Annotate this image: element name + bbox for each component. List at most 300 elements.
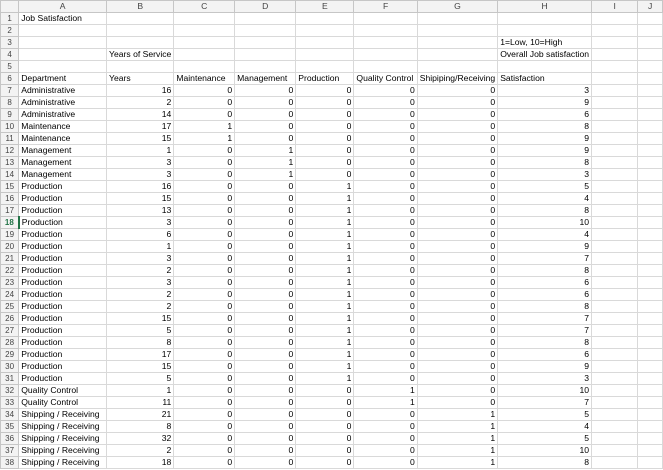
cell[interactable]: 0 — [354, 433, 417, 445]
cell[interactable]: Production — [19, 277, 107, 289]
cell[interactable]: 0 — [296, 157, 354, 169]
row-header[interactable]: 20 — [1, 241, 19, 253]
cell[interactable]: Shipping / Receiving — [19, 421, 107, 433]
cell[interactable] — [592, 85, 638, 97]
column-header-h[interactable]: H — [498, 1, 592, 13]
row-header[interactable]: 9 — [1, 109, 19, 121]
row-header[interactable]: 21 — [1, 253, 19, 265]
cell[interactable]: 1 — [296, 349, 354, 361]
cell[interactable]: Production — [19, 181, 107, 193]
cell[interactable] — [638, 61, 663, 73]
cell[interactable] — [107, 61, 174, 73]
cell[interactable]: 0 — [417, 133, 497, 145]
cell[interactable]: 0 — [174, 265, 235, 277]
cell[interactable] — [296, 13, 354, 25]
row-header[interactable]: 16 — [1, 193, 19, 205]
cell[interactable]: 0 — [417, 205, 497, 217]
cell[interactable] — [638, 289, 663, 301]
row-header[interactable]: 25 — [1, 301, 19, 313]
cell[interactable]: 0 — [235, 349, 296, 361]
cell[interactable]: 0 — [354, 289, 417, 301]
cell[interactable]: Production — [19, 289, 107, 301]
cell[interactable]: 1 — [174, 121, 235, 133]
cell[interactable]: 0 — [235, 133, 296, 145]
cell[interactable]: 0 — [235, 289, 296, 301]
cell[interactable]: Years of Service — [107, 49, 174, 61]
row-header[interactable]: 35 — [1, 421, 19, 433]
cell[interactable]: Shipping / Receiving — [19, 445, 107, 457]
cell[interactable]: 15 — [107, 313, 174, 325]
cell[interactable]: Shipping / Receiving — [19, 409, 107, 421]
cell[interactable] — [638, 49, 663, 61]
cell[interactable]: 0 — [235, 385, 296, 397]
cell[interactable] — [296, 49, 354, 61]
cell[interactable] — [592, 337, 638, 349]
cell[interactable]: Quality Control — [354, 73, 417, 85]
row-header[interactable]: 11 — [1, 133, 19, 145]
select-all-corner[interactable] — [1, 1, 19, 13]
row-header[interactable]: 7 — [1, 85, 19, 97]
cell[interactable] — [417, 37, 497, 49]
cell[interactable]: 0 — [354, 181, 417, 193]
cell[interactable] — [638, 97, 663, 109]
cell[interactable] — [592, 181, 638, 193]
cell[interactable] — [296, 25, 354, 37]
cell[interactable] — [354, 37, 417, 49]
cell[interactable] — [638, 361, 663, 373]
cell[interactable]: Production — [19, 337, 107, 349]
cell[interactable]: Shipping / Receiving — [19, 433, 107, 445]
cell[interactable]: 0 — [235, 121, 296, 133]
cell[interactable]: Maintenance — [19, 133, 107, 145]
cell[interactable] — [638, 457, 663, 469]
cell[interactable]: 8 — [498, 121, 592, 133]
cell[interactable]: 14 — [107, 109, 174, 121]
cell[interactable]: 0 — [354, 205, 417, 217]
cell[interactable]: 4 — [498, 229, 592, 241]
cell[interactable]: 0 — [174, 313, 235, 325]
row-header[interactable]: 37 — [1, 445, 19, 457]
cell[interactable] — [354, 25, 417, 37]
cell[interactable] — [19, 25, 107, 37]
cell[interactable]: 0 — [354, 145, 417, 157]
cell[interactable]: 0 — [174, 361, 235, 373]
cell[interactable] — [592, 301, 638, 313]
cell[interactable] — [235, 49, 296, 61]
column-header-b[interactable]: B — [107, 1, 174, 13]
cell[interactable]: 0 — [354, 241, 417, 253]
cell[interactable]: 0 — [417, 277, 497, 289]
cell[interactable]: 3 — [107, 157, 174, 169]
cell[interactable]: 0 — [354, 109, 417, 121]
cell[interactable]: 9 — [498, 241, 592, 253]
cell[interactable]: Production — [19, 229, 107, 241]
cell[interactable]: 0 — [174, 109, 235, 121]
cell[interactable]: Maintenance — [174, 73, 235, 85]
cell[interactable]: Production — [19, 349, 107, 361]
cell[interactable] — [235, 13, 296, 25]
cell[interactable]: Management — [19, 145, 107, 157]
cell[interactable] — [592, 421, 638, 433]
cell[interactable]: 1 — [296, 217, 354, 229]
cell[interactable] — [592, 229, 638, 241]
cell[interactable] — [592, 289, 638, 301]
cell[interactable] — [417, 49, 497, 61]
cell[interactable]: 7 — [498, 397, 592, 409]
cell[interactable]: Production — [19, 325, 107, 337]
row-header[interactable]: 31 — [1, 373, 19, 385]
cell[interactable]: 17 — [107, 121, 174, 133]
row-header[interactable]: 24 — [1, 289, 19, 301]
cell[interactable]: 1 — [296, 181, 354, 193]
cell[interactable] — [19, 49, 107, 61]
row-header[interactable]: 10 — [1, 121, 19, 133]
cell[interactable] — [592, 217, 638, 229]
cell[interactable]: 0 — [174, 193, 235, 205]
cell[interactable]: 17 — [107, 349, 174, 361]
cell[interactable]: 0 — [174, 97, 235, 109]
cell[interactable]: 0 — [296, 409, 354, 421]
row-header[interactable]: 33 — [1, 397, 19, 409]
cell[interactable] — [592, 97, 638, 109]
cell[interactable] — [498, 25, 592, 37]
cell[interactable]: 0 — [417, 169, 497, 181]
cell[interactable]: Administrative — [19, 97, 107, 109]
cell[interactable]: 0 — [417, 229, 497, 241]
cell[interactable] — [638, 217, 663, 229]
cell[interactable]: 0 — [417, 217, 497, 229]
column-header-a[interactable]: A — [19, 1, 107, 13]
cell[interactable]: 3 — [107, 217, 174, 229]
cell[interactable]: 10 — [498, 445, 592, 457]
cell[interactable]: 0 — [174, 277, 235, 289]
cell[interactable]: 1 — [107, 385, 174, 397]
cell[interactable] — [638, 121, 663, 133]
cell[interactable]: 0 — [354, 301, 417, 313]
cell[interactable] — [592, 325, 638, 337]
cell[interactable]: 0 — [235, 373, 296, 385]
cell[interactable] — [638, 409, 663, 421]
cell[interactable]: Production — [19, 205, 107, 217]
cell[interactable]: 0 — [235, 361, 296, 373]
cell[interactable]: 0 — [354, 421, 417, 433]
cell[interactable]: 2 — [107, 265, 174, 277]
cell[interactable]: 1 — [235, 145, 296, 157]
cell[interactable]: 2 — [107, 445, 174, 457]
cell[interactable]: 1 — [296, 313, 354, 325]
cell[interactable]: 0 — [354, 169, 417, 181]
cell[interactable]: 1 — [235, 169, 296, 181]
cell[interactable]: 6 — [498, 289, 592, 301]
cell[interactable]: 0 — [235, 397, 296, 409]
cell[interactable]: 0 — [417, 289, 497, 301]
cell[interactable]: 0 — [296, 433, 354, 445]
cell[interactable]: Production — [19, 301, 107, 313]
cell[interactable]: 0 — [174, 397, 235, 409]
cell[interactable]: 1 — [296, 241, 354, 253]
cell[interactable]: 0 — [174, 433, 235, 445]
row-header[interactable]: 17 — [1, 205, 19, 217]
cell[interactable]: 3 — [498, 85, 592, 97]
cell[interactable]: 8 — [498, 265, 592, 277]
cell[interactable]: Management — [19, 169, 107, 181]
cell[interactable]: 6 — [498, 277, 592, 289]
cell[interactable]: 0 — [174, 217, 235, 229]
cell[interactable] — [592, 277, 638, 289]
cell[interactable] — [638, 85, 663, 97]
cell[interactable]: Years — [107, 73, 174, 85]
cell[interactable]: 0 — [296, 385, 354, 397]
cell[interactable] — [638, 277, 663, 289]
cell[interactable]: 0 — [354, 229, 417, 241]
cell[interactable]: 1 — [296, 373, 354, 385]
cell[interactable]: 0 — [417, 121, 497, 133]
cell[interactable] — [417, 25, 497, 37]
cell[interactable]: 5 — [498, 181, 592, 193]
row-header[interactable]: 34 — [1, 409, 19, 421]
cell[interactable]: 0 — [174, 325, 235, 337]
cell[interactable]: 0 — [417, 385, 497, 397]
cell[interactable]: 0 — [296, 169, 354, 181]
cell[interactable] — [592, 61, 638, 73]
cell[interactable]: 4 — [498, 421, 592, 433]
cell[interactable] — [638, 181, 663, 193]
cell[interactable]: 0 — [354, 337, 417, 349]
cell[interactable]: 0 — [417, 97, 497, 109]
cell[interactable]: 1 — [296, 253, 354, 265]
cell[interactable]: Production — [19, 253, 107, 265]
cell[interactable]: 0 — [417, 337, 497, 349]
cell[interactable]: 6 — [498, 109, 592, 121]
cell[interactable] — [592, 253, 638, 265]
cell[interactable]: 0 — [354, 409, 417, 421]
cell[interactable]: 8 — [498, 337, 592, 349]
cell[interactable] — [174, 49, 235, 61]
cell[interactable] — [638, 37, 663, 49]
cell[interactable]: 8 — [107, 421, 174, 433]
cell[interactable]: 1 — [107, 145, 174, 157]
cell[interactable]: 1 — [296, 337, 354, 349]
cell[interactable] — [174, 25, 235, 37]
column-header-i[interactable]: I — [592, 1, 638, 13]
cell[interactable]: 13 — [107, 205, 174, 217]
cell[interactable]: 0 — [296, 121, 354, 133]
cell[interactable]: Satisfaction — [498, 73, 592, 85]
cell[interactable]: 0 — [417, 241, 497, 253]
cell[interactable] — [592, 49, 638, 61]
cell[interactable]: 0 — [354, 253, 417, 265]
row-header[interactable]: 18 — [1, 217, 19, 229]
cell[interactable]: 9 — [498, 361, 592, 373]
cell[interactable]: 0 — [296, 133, 354, 145]
cell[interactable]: 0 — [174, 409, 235, 421]
cell[interactable] — [592, 349, 638, 361]
row-header[interactable]: 3 — [1, 37, 19, 49]
cell[interactable]: 0 — [354, 85, 417, 97]
cell[interactable]: 0 — [354, 445, 417, 457]
cell[interactable]: 0 — [174, 145, 235, 157]
cell[interactable] — [638, 73, 663, 85]
cell[interactable]: 8 — [107, 337, 174, 349]
cell[interactable]: 0 — [354, 265, 417, 277]
cell[interactable]: 0 — [354, 325, 417, 337]
cell[interactable]: 16 — [107, 181, 174, 193]
cell[interactable]: 0 — [235, 205, 296, 217]
cell[interactable]: 1 — [296, 325, 354, 337]
cell[interactable]: 0 — [174, 85, 235, 97]
cell[interactable]: 0 — [417, 373, 497, 385]
cell[interactable]: 1 — [417, 421, 497, 433]
cell[interactable]: 7 — [498, 253, 592, 265]
cell[interactable]: Department — [19, 73, 107, 85]
cell[interactable] — [235, 25, 296, 37]
cell[interactable]: Production — [19, 217, 107, 229]
cell[interactable] — [498, 61, 592, 73]
cell[interactable]: 9 — [498, 133, 592, 145]
cell[interactable] — [174, 13, 235, 25]
cell[interactable]: 1 — [296, 193, 354, 205]
cell[interactable]: 9 — [498, 97, 592, 109]
cell[interactable]: 0 — [417, 157, 497, 169]
cell[interactable] — [19, 61, 107, 73]
cell[interactable] — [638, 205, 663, 217]
cell[interactable] — [592, 433, 638, 445]
cell[interactable]: 3 — [107, 169, 174, 181]
cell[interactable]: 4 — [498, 193, 592, 205]
cell[interactable] — [354, 49, 417, 61]
cell[interactable]: 5 — [107, 373, 174, 385]
row-header[interactable]: 4 — [1, 49, 19, 61]
cell[interactable]: 1 — [417, 409, 497, 421]
cell[interactable]: 0 — [417, 85, 497, 97]
cell[interactable]: 0 — [296, 457, 354, 469]
cell[interactable]: 11 — [107, 397, 174, 409]
row-header[interactable]: 12 — [1, 145, 19, 157]
cell[interactable]: 2 — [107, 97, 174, 109]
cell[interactable]: 0 — [235, 277, 296, 289]
cell[interactable]: 1 — [174, 133, 235, 145]
cell[interactable]: 0 — [235, 433, 296, 445]
row-header[interactable]: 23 — [1, 277, 19, 289]
row-header[interactable]: 38 — [1, 457, 19, 469]
cell[interactable] — [174, 61, 235, 73]
cell[interactable]: 0 — [235, 85, 296, 97]
cell[interactable]: 0 — [417, 361, 497, 373]
cell[interactable]: 3 — [107, 277, 174, 289]
cell[interactable]: Job Satisfaction — [19, 13, 107, 25]
cell[interactable]: 0 — [417, 325, 497, 337]
cell[interactable] — [592, 445, 638, 457]
cell[interactable]: 2 — [107, 289, 174, 301]
column-header-j[interactable]: J — [638, 1, 663, 13]
cell[interactable]: 5 — [498, 409, 592, 421]
cell[interactable] — [638, 349, 663, 361]
cell[interactable] — [592, 73, 638, 85]
cell[interactable] — [638, 325, 663, 337]
cell[interactable]: 0 — [174, 445, 235, 457]
cell[interactable] — [592, 265, 638, 277]
cell[interactable]: 0 — [174, 337, 235, 349]
cell[interactable]: 0 — [354, 97, 417, 109]
cell[interactable]: 0 — [174, 241, 235, 253]
cell[interactable]: Quality Control — [19, 397, 107, 409]
cell[interactable]: Administrative — [19, 109, 107, 121]
cell[interactable]: Management — [19, 157, 107, 169]
cell[interactable] — [592, 169, 638, 181]
cell[interactable] — [417, 13, 497, 25]
cell[interactable]: 15 — [107, 193, 174, 205]
cell[interactable]: 0 — [235, 253, 296, 265]
cell[interactable]: 0 — [354, 121, 417, 133]
cell[interactable]: 0 — [354, 373, 417, 385]
cell[interactable] — [638, 337, 663, 349]
cell[interactable] — [592, 121, 638, 133]
cell[interactable] — [417, 61, 497, 73]
cell[interactable]: 1 — [296, 205, 354, 217]
row-header[interactable]: 36 — [1, 433, 19, 445]
cell[interactable]: 1 — [417, 445, 497, 457]
cell[interactable]: 1 — [296, 265, 354, 277]
cell[interactable]: 7 — [498, 325, 592, 337]
cell[interactable] — [592, 37, 638, 49]
cell[interactable]: 0 — [354, 361, 417, 373]
cell[interactable] — [592, 409, 638, 421]
cell[interactable] — [638, 265, 663, 277]
cell[interactable] — [638, 157, 663, 169]
cell[interactable] — [638, 169, 663, 181]
cell[interactable]: 0 — [235, 337, 296, 349]
cell[interactable]: 0 — [174, 253, 235, 265]
cell[interactable] — [107, 13, 174, 25]
cell[interactable] — [592, 109, 638, 121]
row-header[interactable]: 14 — [1, 169, 19, 181]
cell[interactable] — [235, 37, 296, 49]
cell[interactable]: 0 — [235, 217, 296, 229]
cell[interactable]: 18 — [107, 457, 174, 469]
cell[interactable]: 0 — [417, 193, 497, 205]
cell[interactable] — [638, 301, 663, 313]
cell[interactable]: 0 — [296, 397, 354, 409]
cell[interactable]: 0 — [417, 313, 497, 325]
cell[interactable]: 0 — [235, 109, 296, 121]
cell[interactable]: 5 — [107, 325, 174, 337]
cell[interactable] — [592, 133, 638, 145]
cell[interactable]: 1 — [296, 289, 354, 301]
cell[interactable] — [638, 385, 663, 397]
cell[interactable] — [638, 253, 663, 265]
cell[interactable]: 0 — [354, 313, 417, 325]
cell[interactable]: Quality Control — [19, 385, 107, 397]
cell[interactable]: 0 — [235, 97, 296, 109]
cell[interactable]: 0 — [174, 373, 235, 385]
cell[interactable]: 0 — [417, 397, 497, 409]
cell[interactable] — [107, 37, 174, 49]
cell[interactable]: 0 — [354, 349, 417, 361]
column-header-d[interactable]: D — [235, 1, 296, 13]
cell[interactable]: 0 — [235, 181, 296, 193]
cell[interactable] — [592, 13, 638, 25]
cell[interactable]: 21 — [107, 409, 174, 421]
cell[interactable]: 0 — [174, 457, 235, 469]
cell[interactable]: 0 — [235, 445, 296, 457]
cell[interactable] — [592, 457, 638, 469]
cell[interactable] — [354, 13, 417, 25]
cell[interactable]: 15 — [107, 133, 174, 145]
cell[interactable] — [592, 313, 638, 325]
row-header[interactable]: 29 — [1, 349, 19, 361]
cell[interactable] — [638, 421, 663, 433]
row-header[interactable]: 15 — [1, 181, 19, 193]
